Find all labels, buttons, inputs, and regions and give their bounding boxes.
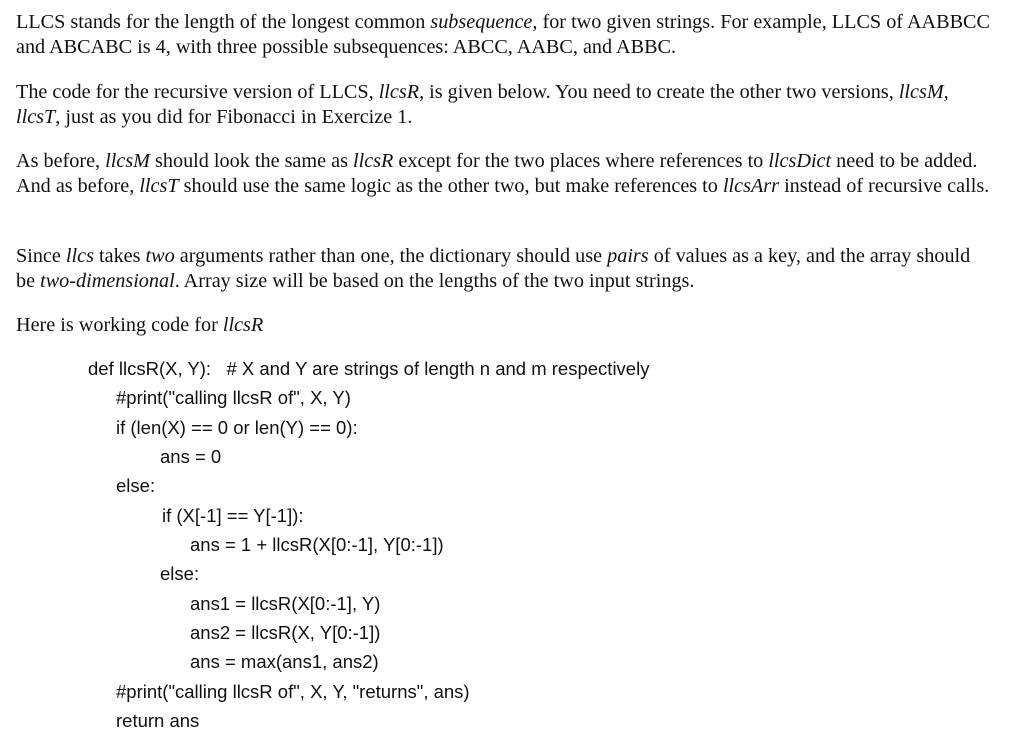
code-line: ans1 = llcsR(X[0:-1], Y) [190, 593, 381, 614]
text: LLCS stands for the length of the longest common [16, 11, 431, 33]
code-line: #print("calling llcsR of", X, Y) [116, 387, 351, 408]
emphasis-llcsR: llcsR, [378, 81, 425, 103]
text: instead of recursive calls. [779, 175, 990, 197]
text: need to be added. And as before, [16, 150, 978, 197]
emphasis-llcsM-llcsT: llcsM, llcsT [16, 81, 949, 128]
text: , just as you did for Fibonacci in Exercize 1. [55, 106, 413, 128]
emphasis-two: two [145, 245, 175, 267]
text: arguments rather than one, the dictionary should use [174, 245, 608, 267]
emphasis-llcsR: llcsR [222, 314, 264, 336]
emphasis-llcsDict: llcsDict [768, 150, 832, 172]
code-line: if (len(X) == 0 or len(Y) == 0): [116, 417, 358, 438]
code-line: ans = 0 [160, 446, 222, 467]
code-line: def llcsR(X, Y): # X and Y are strings of length n and m respectively [88, 358, 650, 379]
paragraph-two-arguments [16, 244, 991, 294]
emphasis-llcsArr: llcsArr [722, 175, 780, 197]
paragraph-as-before [16, 149, 991, 199]
emphasis-llcsT: llcsT [139, 175, 179, 197]
text: takes [93, 245, 146, 267]
code-line: ans = max(ans1, ans2) [190, 651, 379, 672]
code-line: else: [116, 475, 156, 496]
text: As before, [16, 150, 106, 172]
text: . Array size will be based on the lengths of the two input strings. [174, 270, 695, 292]
text: should look the same as [150, 150, 353, 172]
code-line: return ans [116, 710, 200, 731]
text: The code for the recursive version of LLCS, [16, 81, 379, 103]
text: Since [16, 245, 66, 267]
text: of values as a key, and the array should be [16, 245, 971, 292]
code-line: if (X[-1] == Y[-1]): [162, 505, 304, 526]
paragraph-llcs-definition [16, 10, 991, 60]
emphasis-two-dimensional: two-dimensional [40, 270, 175, 292]
emphasis-llcsR: llcsR [352, 150, 394, 172]
text: Here is working code for [16, 314, 223, 336]
code-line: ans2 = llcsR(X, Y[0:-1]) [190, 622, 381, 643]
code-line: ans = 1 + llcsR(X[0:-1], Y[0:-1]) [190, 534, 444, 555]
emphasis-pairs: pairs [607, 245, 649, 267]
emphasis-subsequence: subsequence [430, 11, 533, 33]
text: , for two given strings. For example, LLCS of AABBCC and ABCABC is 4, with three possible subsequences: ABCC, AABC, and ABBC. [16, 11, 990, 58]
emphasis-llcsM: llcsM [105, 150, 150, 172]
text: except for the two places where references to [393, 150, 769, 172]
code-line: else: [160, 563, 200, 584]
text: is given below. You need to create the other two versions, [424, 81, 899, 103]
code-line: #print("calling llcsR of", X, Y, "returns", ans) [116, 681, 470, 702]
text: should use the same logic as the other two, but make references to [178, 175, 723, 197]
paragraph-working-code [16, 313, 991, 338]
paragraph-recursive-version [16, 80, 991, 130]
emphasis-llcs: llcs [65, 245, 94, 267]
